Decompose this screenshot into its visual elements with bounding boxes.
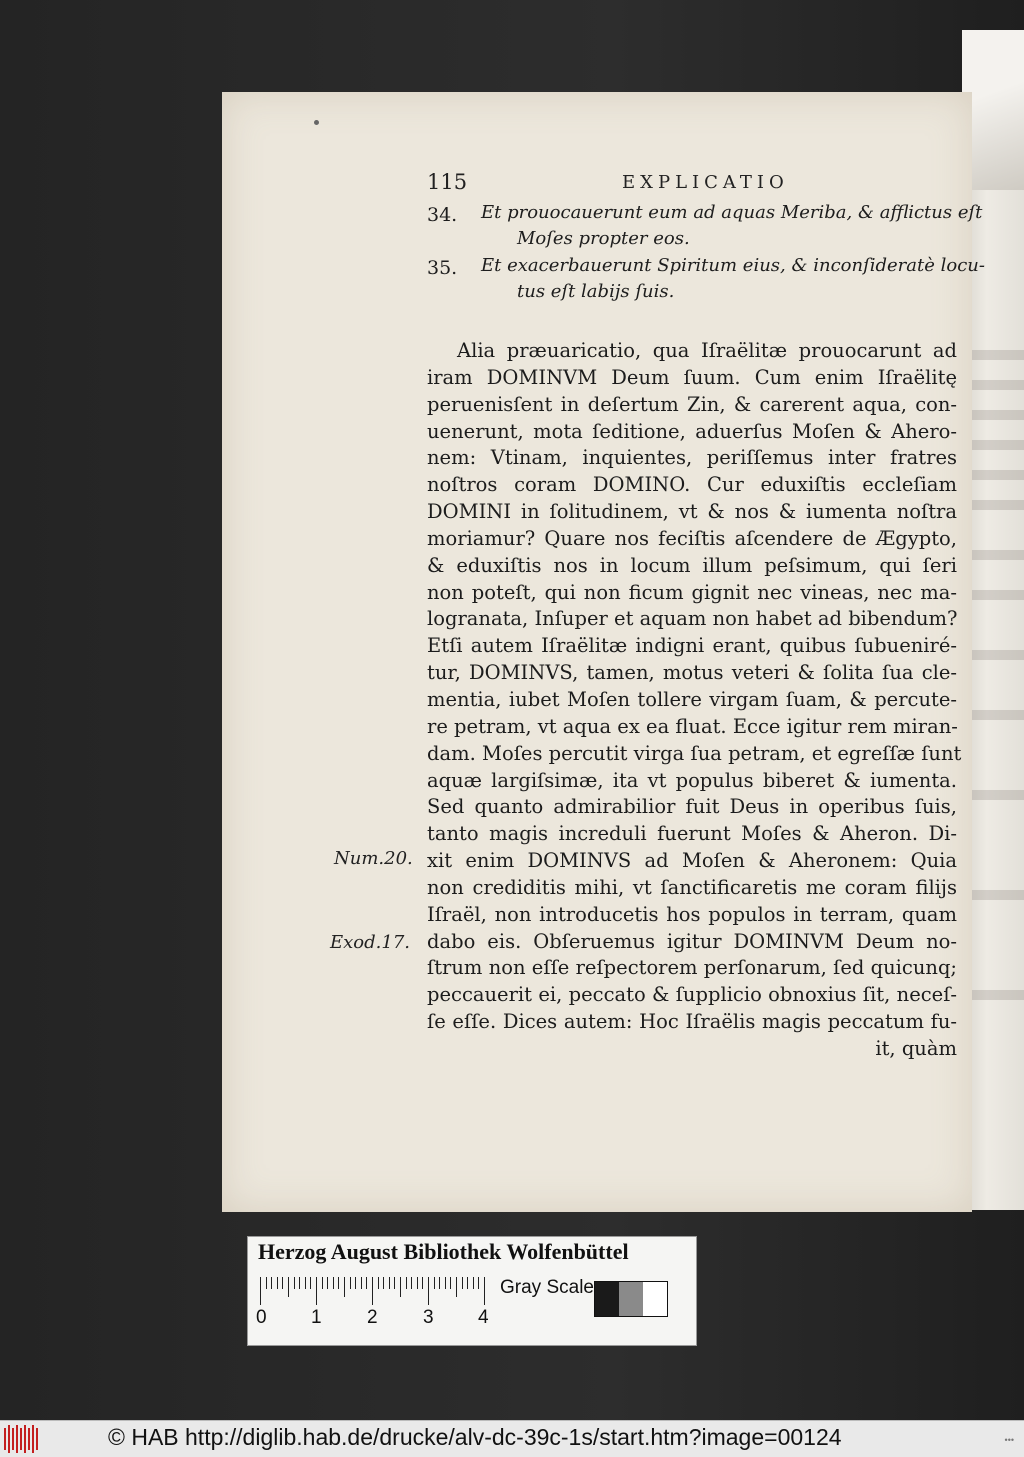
ruler-tick — [422, 1277, 423, 1289]
text-line: Sed quanto admirabilior fuit Deus in operibus ſuis, — [427, 795, 957, 819]
ruler-tick — [456, 1277, 457, 1297]
ruler-tick — [266, 1277, 267, 1289]
bleed-text — [968, 440, 1024, 450]
text-line: it, quàm — [875, 1036, 957, 1060]
ruler-tick — [327, 1277, 328, 1289]
ruler-label: 0 — [256, 1307, 267, 1328]
running-head — [222, 170, 972, 198]
text-line: Iſraël, non introducetis hos populos in terram, quam — [427, 902, 957, 926]
ruler-tick — [467, 1277, 468, 1289]
bleed-text — [968, 650, 1024, 660]
logo-bar — [32, 1425, 34, 1453]
ruler-label: 2 — [367, 1307, 378, 1328]
bleed-text — [968, 790, 1024, 800]
text-line: xit enim DOMINVS ad Moſen & Aheronem: Quia — [427, 849, 957, 873]
text-line: peruenisſent in deſertum Zin, & carerent aqua, con- — [427, 392, 957, 416]
logo-bar — [12, 1428, 14, 1450]
verse-number: 35. — [427, 257, 458, 279]
ruler-tick — [417, 1277, 418, 1289]
hab-logo-icon — [4, 1425, 44, 1453]
text-line: & eduxiſtis nos in locum illum peſsimum, qui ſeri — [427, 553, 957, 577]
bleed-text — [968, 350, 1024, 360]
text-line: re petram, vt aqua ex ea fluat. Ecce igitur rem miran- — [427, 714, 958, 738]
logo-bar — [28, 1428, 30, 1450]
bleed-text — [968, 380, 1024, 390]
ruler-tick — [372, 1277, 373, 1305]
ink-spot — [314, 120, 319, 125]
ruler-tick — [383, 1277, 384, 1289]
logo-bar — [16, 1425, 18, 1453]
running-title: EXPLICATIO — [622, 172, 789, 193]
ruler-tick — [271, 1277, 272, 1289]
text-line: logranata, Inſuper et aquam non habet ad bibendum? — [427, 607, 958, 631]
text-line: tur, DOMINVS, tamen, motus veteri & ſolita ſua cle- — [427, 661, 957, 685]
gray-scale-label: Gray Scale — [500, 1277, 594, 1298]
swatch-white — [643, 1282, 667, 1316]
gray-swatches — [594, 1281, 668, 1317]
footer-url[interactable]: © HAB http://diglib.hab.de/drucke/alv-dc-39c-1s/start.htm?image=00124 — [108, 1424, 842, 1450]
margin-note-num: Num.20. — [334, 848, 413, 869]
bleed-text — [968, 410, 1024, 420]
logo-bar — [4, 1428, 6, 1450]
bleed-text — [968, 590, 1024, 600]
ruler-tick — [439, 1277, 440, 1289]
ruler-tick — [366, 1277, 367, 1289]
text-line: mentia, iubet Moſen tollere virgam ſuam, & percute- — [427, 687, 957, 711]
bleed-text — [968, 990, 1024, 1000]
bleed-text — [968, 710, 1024, 720]
text-line: peccauerit ei, peccato & ſupplicio obnoxius ſit, neceſ- — [427, 983, 957, 1007]
ruler-tick — [355, 1277, 356, 1289]
verse-line: Et exacerbauerunt Spiritum eius, & inconſideratè locu- — [481, 255, 985, 276]
ruler-tick — [450, 1277, 451, 1289]
ruler-tick — [288, 1277, 289, 1297]
ruler-tick — [316, 1277, 317, 1305]
text-line: dabo eis. Obſeruemus igitur DOMINVM Deum no- — [427, 929, 957, 953]
ruler-label: 1 — [311, 1307, 322, 1328]
text-line: moriamur? Quare nos feciſtis aſcendere de Ægypto, — [427, 526, 957, 550]
ruler-tick — [462, 1277, 463, 1289]
logo-bar — [8, 1425, 10, 1453]
verse-number: 34. — [427, 204, 458, 226]
verse-line: tus eſt labijs ſuis. — [517, 281, 675, 302]
footer-dots: ••• — [1004, 1435, 1014, 1445]
ruler-tick — [322, 1277, 323, 1289]
bleed-text — [968, 550, 1024, 560]
bleed-text — [968, 500, 1024, 510]
ruler-tick — [411, 1277, 412, 1289]
text-line: ſtrum non eſſe reſpectorem perſonarum, ſed quicunq; — [427, 956, 957, 980]
ruler-tick — [282, 1277, 283, 1289]
ruler-tick — [394, 1277, 395, 1289]
logo-bar — [36, 1428, 38, 1450]
book-page — [222, 92, 985, 1212]
swatch-gray — [619, 1282, 643, 1316]
text-line: nem: Vtinam, inquientes, periſſemus inter fratres — [427, 446, 957, 470]
ruler-label: 3 — [423, 1307, 434, 1328]
text-line: non poteſt, qui non ficum gignit nec vineas, nec ma- — [427, 580, 957, 604]
ruler-tick — [445, 1277, 446, 1289]
bleed-text — [968, 890, 1024, 900]
library-name: Herzog August Bibliothek Wolfenbüttel — [258, 1239, 629, 1264]
margin-note-exod: Exod.17. — [330, 932, 410, 953]
ruler-tick — [350, 1277, 351, 1289]
text-line: Alia præuaricatio, qua Iſraëlitæ prouocarunt ad — [457, 339, 957, 362]
text-line: Etſi autem Iſraëlitæ indigni erant, quibus ſubueniré- — [427, 634, 957, 658]
text-line: DOMINI in ſolitudinem, vt & nos & iumenta noſtra — [427, 500, 957, 524]
ruler-tick — [434, 1277, 435, 1289]
ruler-tick — [389, 1277, 390, 1289]
logo-bar — [24, 1425, 26, 1453]
swatch-black — [595, 1282, 619, 1316]
bleed-text — [968, 470, 1024, 480]
ruler-tick — [400, 1277, 401, 1297]
ruler-tick — [299, 1277, 300, 1289]
ruler-label: 4 — [478, 1307, 489, 1328]
ruler-tick — [310, 1277, 311, 1289]
ruler-tick — [305, 1277, 306, 1289]
text-line: non crediditis mihi, vt ſanctificaretis me coram filijs — [427, 875, 957, 899]
text-line: uenerunt, mota ſeditione, aduerſus Moſen & Ahero- — [427, 419, 957, 443]
ruler-tick — [277, 1277, 278, 1289]
ruler-tick — [406, 1277, 407, 1289]
ruler-tick — [473, 1277, 474, 1289]
text-line: dam. Moſes percutit virga ſua petram, et egreſſæ ſunt — [427, 741, 962, 765]
ruler-tick — [338, 1277, 339, 1289]
ruler-tick — [333, 1277, 334, 1289]
body-text — [427, 338, 962, 1063]
ruler-tick — [484, 1277, 485, 1305]
verse-line: Moſes propter eos. — [517, 228, 690, 249]
ruler-tick — [428, 1277, 429, 1305]
page-number: 115 — [427, 170, 468, 194]
ruler-tick — [478, 1277, 479, 1289]
ruler-tick — [260, 1277, 261, 1305]
ruler-tick — [378, 1277, 379, 1289]
footer-bar — [0, 1420, 1024, 1457]
color-reference-card — [247, 1236, 697, 1346]
text-line: noſtros coram DOMINO. Cur eduxiſtis eccleſiam — [427, 473, 957, 497]
text-line: iram DOMINVM Deum ſuum. Cum enim Iſraëlitę — [427, 365, 957, 389]
ruler-tick — [294, 1277, 295, 1289]
text-line: ſe eſſe. Dices autem: Hoc Iſraëlis magis peccatum fu- — [427, 1010, 957, 1034]
verse-line: Et prouocauerunt eum ad aquas Meriba, & afflictus eſt — [481, 202, 983, 223]
logo-bar — [20, 1428, 22, 1450]
text-line: tanto magis increduli fuerunt Moſes & Aheron. Di- — [427, 822, 957, 846]
ruler-tick — [361, 1277, 362, 1289]
text-line: aquæ largiſsimæ, ita vt populus biberet & iumenta. — [427, 768, 957, 792]
ruler-tick — [344, 1277, 345, 1297]
